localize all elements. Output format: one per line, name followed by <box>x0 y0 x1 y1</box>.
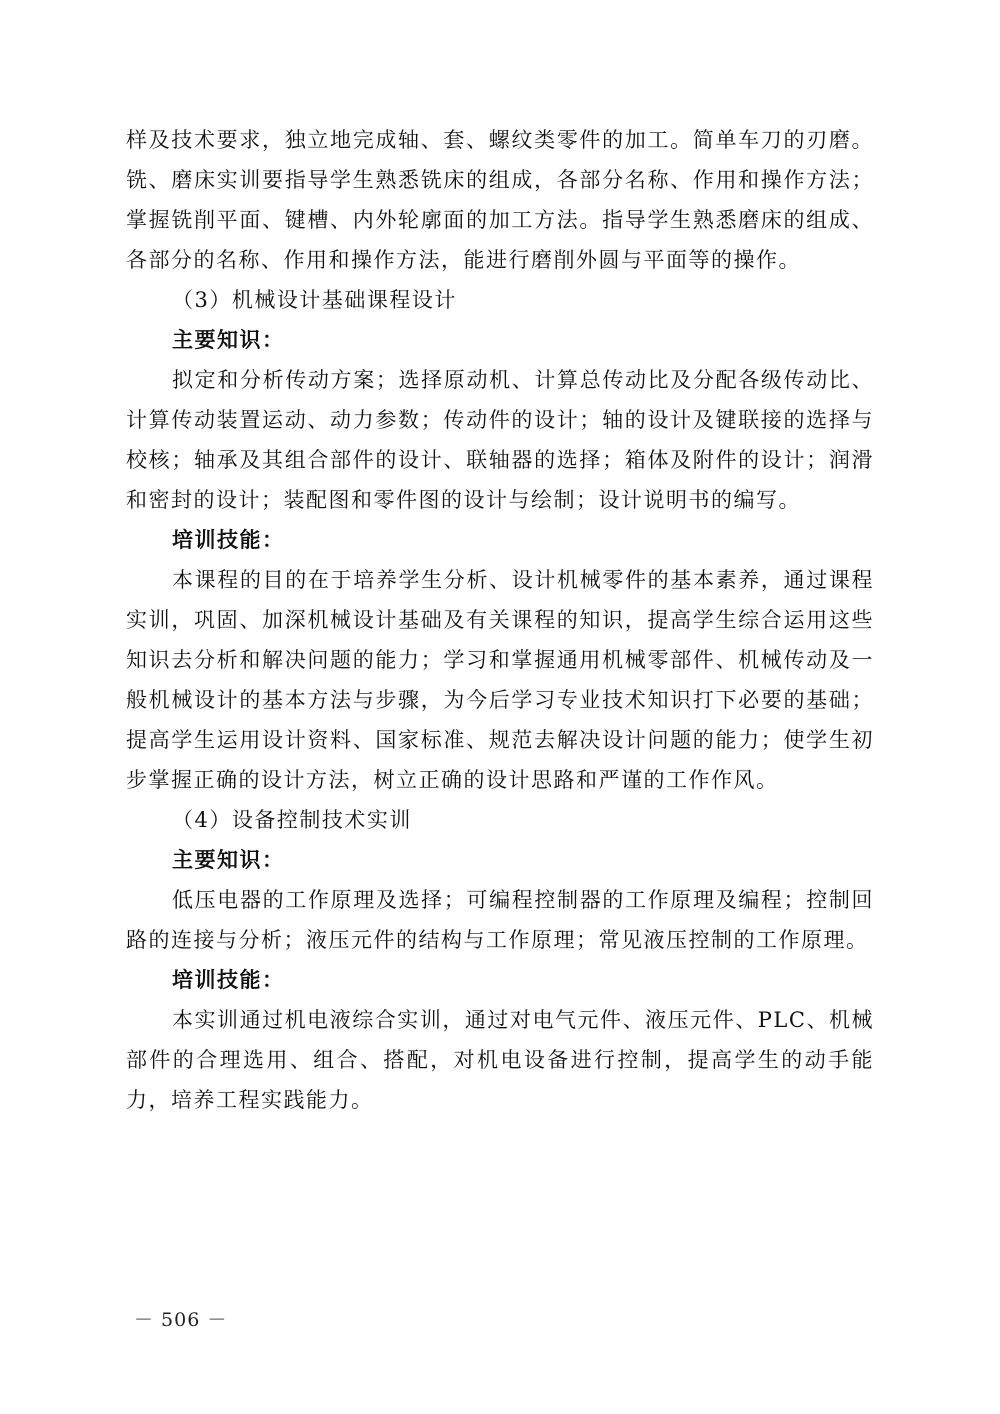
label-training-skills: 培训技能： <box>172 968 285 992</box>
document-body <box>126 120 874 1120</box>
paragraph-control-skills: 本实训通过机电液综合实训，通过对电气元件、液压元件、PLC、机械部件的合理选用、组合、搭配，对机电设备进行控制，提高学生的动手能力，培养工程实践能力。 <box>126 1008 874 1112</box>
paragraph-design-skills: 本课程的目的在于培养学生分析、设计机械零件的基本素养，通过课程实训，巩固、加深机械设计基础及有关课程的知识，提高学生综合运用这些知识去分析和解决问题的能力；学习和掌握通用机械零部件、机械传动及一般机械设计的基本方法与步骤，为今后学习专业技术知识打下必要的基础；提高学生运用设计资料、国家标准、规范去解决设计问题的能力；使学生初步掌握正确的设计方法，树立正确的设计思路和严谨的工作作风。 <box>126 568 874 792</box>
label-main-knowledge: 主要知识： <box>172 848 285 872</box>
label-training-skills: 培训技能： <box>172 528 285 552</box>
paragraph-control-knowledge: 低压电器的工作原理及选择；可编程控制器的工作原理及编程；控制回路的连接与分析；液压元件的结构与工作原理；常见液压控制的工作原理。 <box>126 888 874 952</box>
section-heading-mechanical-design: （3）机械设计基础课程设计 <box>172 288 457 312</box>
paragraph-design-knowledge: 拟定和分析传动方案；选择原动机、计算总传动比及分配各级传动比、计算传动装置运动、动力参数；传动件的设计；轴的设计及键联接的选择与校核；轴承及其组合部件的设计、联轴器的选择；箱体及附件的设计；润滑和密封的设计；装配图和零件图的设计与绘制；设计说明书的编写。 <box>126 368 874 512</box>
paragraph-lathe-milling-grinding: 样及技术要求，独立地完成轴、套、螺纹类零件的加工。简单车刀的刃磨。铣、磨床实训要指导学生熟悉铣床的组成，各部分名称、作用和操作方法；掌握铣削平面、键槽、内外轮廓面的加工方法。指导学生熟悉磨床的组成、各部分的名称、作用和操作方法，能进行磨削外圆与平面等的操作。 <box>126 128 874 272</box>
label-main-knowledge: 主要知识： <box>172 328 285 352</box>
section-heading-equipment-control: （4）设备控制技术实训 <box>172 808 412 832</box>
page-number: － 506 － <box>134 1309 228 1331</box>
